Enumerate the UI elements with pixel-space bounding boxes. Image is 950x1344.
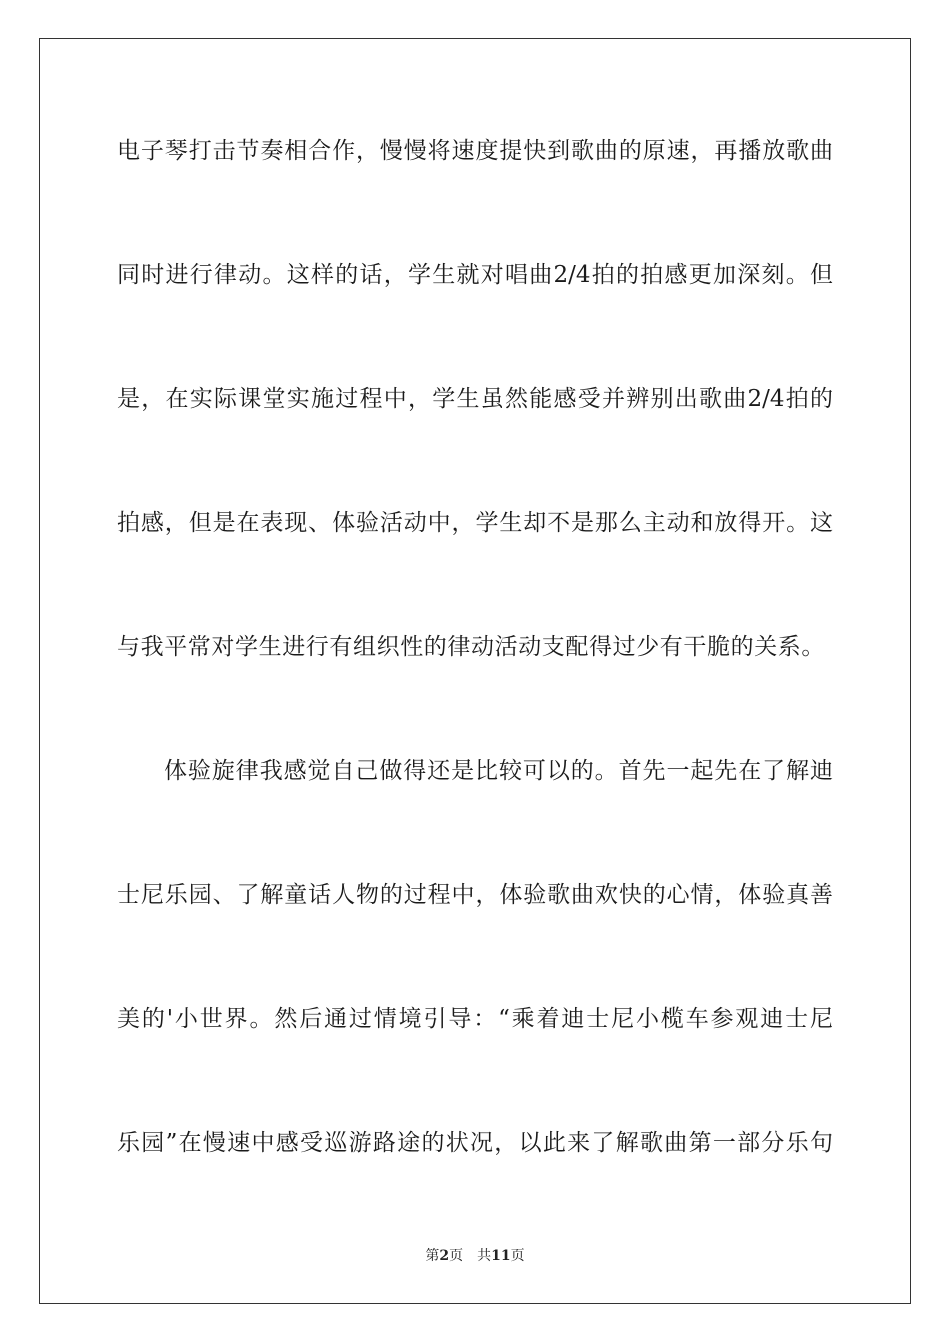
body-text-line: 电子琴打击节奏相合作，慢慢将速度提快到歌曲的原速，再播放歌曲 [117, 138, 833, 164]
total-suffix: 页 [510, 1248, 525, 1264]
paragraph-first-line: 体验旋律我感觉自己做得还是比较可以的。首先一起先在了解迪 [164, 758, 833, 784]
total-pages: 11 [491, 1248, 511, 1264]
body-text-line: 拍感，但是在表现、体验活动中，学生却不是那么主动和放得开。这 [117, 510, 833, 536]
page-prefix: 第 [425, 1248, 440, 1264]
body-text-line: 乐园”在慢速中感受巡游路途的状况，以此来了解歌曲第一部分乐句 [117, 1130, 833, 1156]
total-prefix: 共 [477, 1248, 492, 1264]
body-text-line: 同时进行律动。这样的话，学生就对唱曲2/4拍的拍感更加深刻。但 [117, 262, 833, 288]
page-frame [39, 38, 911, 1304]
page-suffix: 页 [449, 1248, 464, 1264]
page-number: 2 [439, 1248, 450, 1264]
page-footer [0, 1246, 950, 1266]
body-text-line: 士尼乐园、了解童话人物的过程中，体验歌曲欢快的心情，体验真善 [117, 882, 833, 908]
body-text-line: 美的'小世界。然后通过情境引导：“乘着迪士尼小榄车参观迪士尼 [117, 1006, 833, 1032]
body-text-line: 与我平常对学生进行有组织性的律动活动支配得过少有干脆的关系。 [117, 634, 825, 660]
body-text-line: 是，在实际课堂实施过程中，学生虽然能感受并辨别出歌曲2/4拍的 [117, 386, 833, 412]
